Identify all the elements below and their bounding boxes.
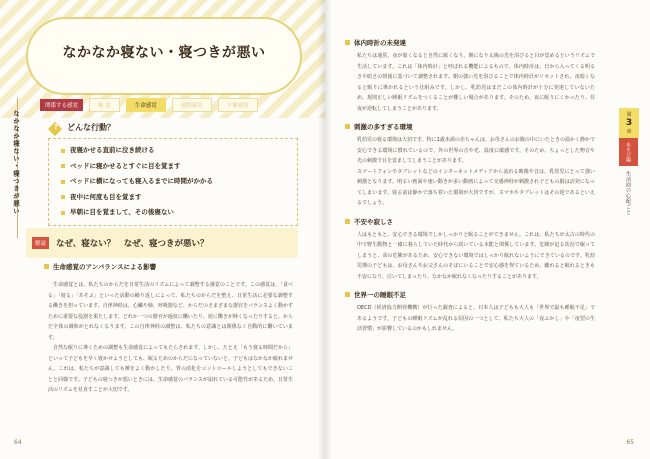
question-mark: ? [53,122,58,131]
sense-tag-balance: 平衡感覚 [218,98,258,112]
behavior-list-box [48,138,298,226]
related-senses-row [40,99,258,111]
section [345,38,595,114]
square-bullet-icon [345,219,350,224]
square-bullet-icon [345,124,350,129]
sense-tag-touch: 触 覚 [89,98,120,112]
chapter-number-box [619,108,639,138]
section-heading: 体内時計の未発達 [354,39,406,47]
chapter-tab [619,108,639,220]
section-heading: 世界一の睡眠不足 [354,291,406,299]
section-heading: 刺激の多すぎる環境 [354,123,413,131]
subheading-text: 生命感覚のアンバランスによる影響 [53,263,157,271]
chapter-subtitle: 生活面の心配ごと [625,171,631,215]
square-bullet-icon [44,264,49,269]
square-bullet-icon [345,292,350,297]
explanation-title: なぜ、寝ない？ なぜ、寝つきが悪い？ [56,239,209,249]
sense-tag-life: 生命感覚 [126,98,166,112]
subheading [44,262,156,271]
vertical-side-tab: なかなか寝ない・寝つきが悪い [12,110,20,215]
chapter-prefix: 第 [626,112,632,118]
book-gutter-shadow [318,0,332,459]
question-diamond-icon [48,122,62,136]
right-page [325,0,650,459]
left-body [48,280,293,396]
title-box [26,17,302,95]
section [345,290,595,335]
senses-label: 関係する感覚 [40,99,83,111]
explanation-badge: 解説 [32,237,49,249]
square-bullet-icon [345,40,350,45]
section-heading: 不安や寂しさ [354,217,393,226]
behavior-item: ベッドに横になっても寝入るまでに時間がかかる [61,174,297,190]
paragraph: 自然な眠りに導くための調整も生命感覚によってもたらされます。しかし、たとえ「もう寝る時間だから」といって子どもを早く寝かせようとしても、眠るためのからだになっていないと、子どもはなかなか眠れません。これは、私たちが意識しても睡をよく動かしたり、胃の消化をコントロールしようとしてもできないことと同様です。子どもの寝つきが悪いときには、生命感覚のバランスが崩れている可能性があるため、日常生活のリズムを見直すことが大切です。 [48,345,294,393]
chapter-label: あそび編 [619,138,638,166]
behavior-item: 夜寝かせる直前に泣き続ける [61,143,297,159]
page-number-right: 65 [626,439,634,446]
page-title: なかなか寝ない・寝つきが悪い [62,45,266,61]
behavior-item: ベッドに寝かせるとすぐに目を覚ます [61,159,297,175]
page-number-left: 64 [14,439,22,446]
question-heading: どんな行動？ [67,123,115,132]
section-text: OECD（経済協力開発機構）が行った調査によると、日本人は子どもも大人も「世界で最も睡眠不足」であるようです。子どもの睡眠リズムが乱れる原因の一つとして、私たち大人の「夜ふかし」や「夜型の生活習慣」が影響しているのかもしれません。 [357,305,595,332]
section [345,217,595,283]
sense-tag-movement: 運動感覚 [172,98,212,112]
explanation-header [26,228,298,258]
section-text: 人はもともと、安心できる環境でしかしっかりと眠ることができません。これは、私たちが太古の時代の中で野生動物と一緒に暮らしていた時代から続いている本能と関係しています。危険が迫る状況で眠ってしまうと、命の危険があるため、安心できない環境ではしっかり眠れないようにできているのです。乳幼児期の子どもは、お母さんやお父さんのそばにいることで安心感を得ているため、離れると眠れるときも不安になり、泣いてしまったり、なかなか眠れなくなったりすることがあります。 [357,231,595,280]
behavior-item: 夜中に何度も目を覚ます [61,190,297,206]
section-text: 私たちは通常、夜が暗くなると自然に眠くなり、朝になり太陽の光を浴びると目が覚めるというリズムで生活しています。これは「体内時計」と呼ばれる機能によるもので、体内時計は、日から入ってくる明るさや暗さの情報に基づいて調整されます。朝の強い光を浴びることで体内時計がリセットされ、夜暗くなると眠りに導かれるという仕組みです。しかし、乳幼児はまだこの体内時計が十分に発達していないため、規則正しい睡眠リズムをつくることが難しい場合があります。そのため、夜に眠りにくかったり、昼夜が逆転してしまうことがあります。 [357,53,595,112]
behavior-item: 早朝に目を覚まして、その後寝ない [61,205,297,221]
section [345,122,595,209]
right-column [345,38,595,343]
paragraph: 生命感覚とは、私たちのからだを日常生活のリズムによって調整する感覚のことです。この感覚は、「食べる」「寝る」「あそぶ」といった活動の繰り返しによって、私たちのからだを整え、日常生活に必要な調整する働きを担っています。自律神経は、心臓や肺、呼吸器など、からだのさまざまな器官をバランスよく動かすために重要な役割を果たします。どれか一つの器官が過度に働いたり、逆に働きが鈍くなったりすると、からだ全体の調和がとれなくなります。この自律神経の調整は、私たちの意識とは関係なく自動的に働いています。 [48,282,293,341]
chapter-suffix: 章 [626,129,632,135]
section-text: 乳幼児の寝る環境は大切です。特に1歳未満の赤ちゃんは、お母さんのお腹の中にいたときの温かく静かで安心できる環境に慣れているので、外の世界の音や光、温度に敏感です。そのため、ちょっとした物音や光の刺激で目を覚ましてしまうことがあります。 スマートフォンやタブレットなどのインターネットメディアから流れる映像や音は、乳幼児にとって強い刺激となります。明るい画面や速い動きが多い動画によって交感神経が刺激され子どもの脳は活発になってしまいます。寝る前は静かで落ち着いた環境が大切ですが、スマホやタブレットはその逆であるといえるでしょう。 [357,137,595,206]
chapter-number: 3 [625,118,633,128]
